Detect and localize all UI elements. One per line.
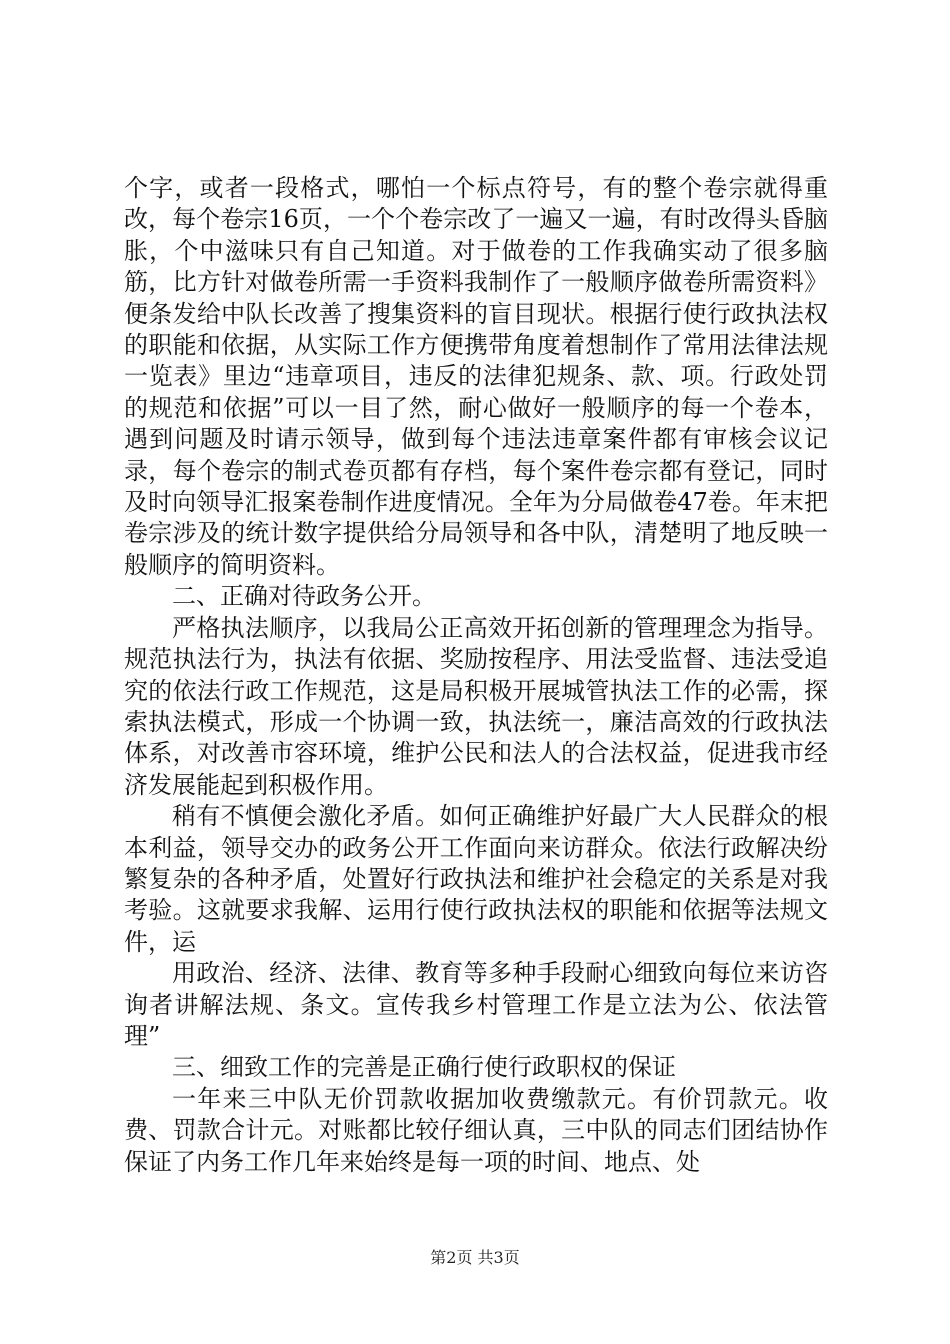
- section-heading-2: 二、正确对待政务公开。: [172, 582, 436, 611]
- page-footer: 第2页 共3页: [430, 1248, 520, 1267]
- paragraph-3: 严格执法顺序，以我局公正高效开拓创新的管理理念为指导。规范执法行为，执法有依据、奖励按程序、用法受监督、违法受追究的依法行政工作规范，这是局积极开展城管执法工作的必需，探索执法模式，形成一个协调一致，执法统一，廉洁高效的行政执法体系，对改善市容环境，维护公民和法人的合法权益，促进我市经济发展能起到积极作用。: [124, 613, 828, 799]
- paragraph-5: 用政治、经济、法律、教育等多种手段耐心细致向每位来访咨询者讲解法规、条文。宣传我乡村管理工作是立法为公、依法管理”: [124, 959, 828, 1050]
- paragraph-1: 个字，或者一段格式，哪怕一个标点符号，有的整个卷宗就得重改，每个卷宗16页，一个个卷宗改了一遍又一遍，有时改得头昏脑胀，个中滋味只有自己知道。对于做卷的工作我确实动了很多脑筋，比方针对做卷所需一手资料我制作了一般顺序做卷所需资料》便条发给中队长改善了搜集资料的盲目现状。根据行使行政执法权的职能和依据，从实际工作方便携带角度着想制作了常用法律法规一览表》里边“违章项目，违反的法律犯规条、款、项。行政处罚的规范和依据”可以一目了然，耐心做好一般顺序的每一个卷本，遇到问题及时请示领导，做到每个违法违章案件都有审核会议记录，每个卷宗的制式卷页都有存档，每个案件卷宗都有登记，同时及时向领导汇报案卷制作进度情况。全年为分局做卷47卷。年末把卷宗涉及的统计数字提供给分局领导和各中队，清楚明了地反映一般顺序的简明资料。: [124, 174, 828, 579]
- section-heading-3: 三、细致工作的完善是正确行使行政职权的保证: [172, 1053, 676, 1082]
- document-body: [124, 173, 828, 1178]
- paragraph-4: 稍有不慎便会激化矛盾。如何正确维护好最广大人民群众的根本利益，领导交办的政务公开工作面向来访群众。依法行政解决纷繁复杂的各种矛盾，处置好行政执法和维护社会稳定的关系是对我考验。这就要求我解、运用行使行政执法权的职能和依据等法规文件，运: [124, 802, 828, 956]
- paragraph-7: 一年来三中队无价罚款收据加收费缴款元。有价罚款元。收费、罚款合计元。对账都比较仔细认真，三中队的同志们团结协作保证了内务工作几年来始终是每一项的时间、地点、处: [124, 1084, 828, 1176]
